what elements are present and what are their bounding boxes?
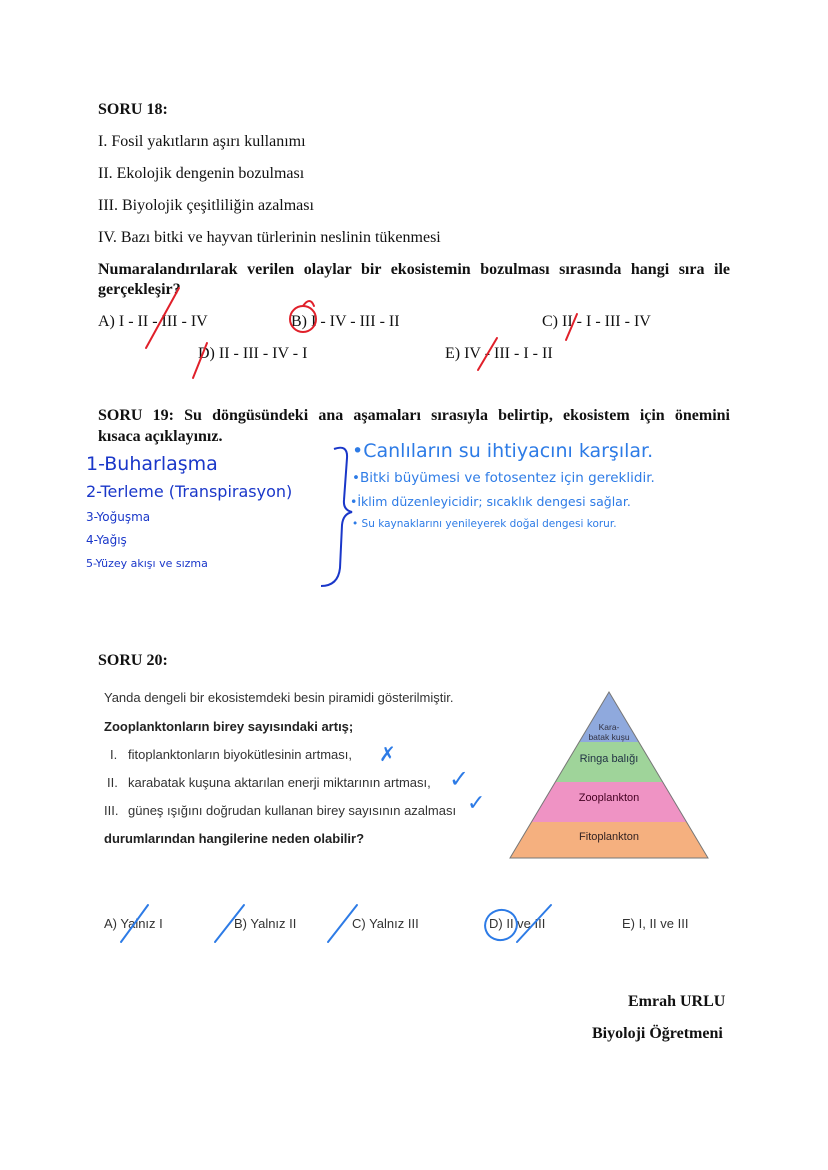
- q19-answer-point-2: •Bitki büyümesi ve fotosentez için gereklidir.: [352, 470, 655, 486]
- q18-option-e[interactable]: E) IV - III - I - II: [445, 345, 553, 362]
- q19-answer-step-4: 4-Yağış: [86, 533, 127, 547]
- pyramid-level-fitoplankton: Fitoplankton: [579, 831, 639, 843]
- q18-item-1: I. Fosil yakıtların aşırı kullanımı: [98, 133, 306, 150]
- q20-item-1-text: fitoplanktonların biyokütlesinin artması,: [128, 747, 353, 762]
- q18-item-2: II. Ekolojik dengenin bozulması: [98, 165, 305, 182]
- check-mark-icon: ✓: [449, 765, 470, 793]
- q19-answer-step-5: 5-Yüzey akışı ve sızma: [86, 557, 208, 570]
- q18-title: SORU 18:: [98, 101, 168, 118]
- q18-option-b[interactable]: B) I - IV - III - II: [291, 313, 400, 330]
- q20-question: durumlarından hangilerine neden olabilir?: [104, 831, 365, 846]
- q19-title-line2: kısaca açıklayınız.: [98, 428, 223, 445]
- cross-mark-icon: ✗: [379, 742, 396, 766]
- q18-question-line2: gerçekleşir?: [98, 281, 181, 298]
- q19-title-line1: SORU 19: Su döngüsündeki ana aşamaları sırasıyla belirtip, ekosistem için önemini: [98, 407, 730, 424]
- q19-answer-step-3: 3-Yoğuşma: [86, 510, 151, 524]
- pyramid-level-top-line1: Kara-: [598, 722, 620, 732]
- q19-answer-point-4: • Su kaynaklarını yenileyerek doğal dengesi korur.: [352, 518, 617, 530]
- q18-option-a[interactable]: A) I - II - III - IV: [98, 313, 208, 330]
- q18-item-4: IV. Bazı bitki ve hayvan türlerinin neslinin tükenmesi: [98, 229, 441, 246]
- q20-item-2-text: karabatak kuşuna aktarılan enerji miktarının artması,: [128, 775, 431, 790]
- q20-item-1-num: I.: [110, 747, 118, 762]
- check-mark-icon: ✓: [467, 791, 486, 816]
- q18-option-c[interactable]: C) II - I - III - IV: [542, 313, 651, 330]
- teacher-name: Emrah URLU: [628, 993, 726, 1010]
- q20-lead: Zooplanktonların birey sayısındaki artış;: [104, 719, 354, 734]
- q20-item-3-text: güneş ışığını doğrudan kullanan birey sayısının azalması: [128, 803, 457, 818]
- food-pyramid: [508, 690, 710, 860]
- q20-item-3-num: III.: [104, 803, 119, 818]
- pyramid-level-zooplankton: Zooplankton: [578, 792, 640, 804]
- q18-option-d[interactable]: D) II - III - IV - I: [198, 345, 308, 362]
- q20-option-d[interactable]: D) II ve III: [489, 916, 546, 931]
- q20-option-c[interactable]: C) Yalnız III: [352, 916, 419, 931]
- q20-option-b[interactable]: B) Yalnız II: [234, 916, 297, 931]
- q20-item-2-num: II.: [107, 775, 118, 790]
- q19-answer-step-1: 1-Buharlaşma: [86, 453, 218, 475]
- q20-option-a[interactable]: A) Yalnız I: [104, 916, 163, 931]
- pyramid-level-ringa: Ringa balığı: [579, 753, 639, 765]
- pyramid-level-top-line2: batak kuşu: [588, 732, 630, 742]
- q20-option-e[interactable]: E) I, II ve III: [622, 916, 689, 931]
- teacher-role: Biyoloji Öğretmeni: [592, 1025, 723, 1042]
- q19-answer-point-1: •Canlıların su ihtiyacını karşılar.: [352, 440, 654, 462]
- q19-answer-point-3: •İklim düzenleyicidir; sıcaklık dengesi sağlar.: [350, 494, 631, 509]
- q19-answer-step-2: 2-Terleme (Transpirasyon): [86, 482, 293, 501]
- q18-item-3: III. Biyolojik çeşitliliğin azalması: [98, 197, 314, 214]
- q18-question-line1: Numaralandırılarak verilen olaylar bir ekosistemin bozulması sırasında hangi sıra ile: [98, 261, 730, 278]
- q20-intro: Yanda dengeli bir ekosistemdeki besin piramidi gösterilmiştir.: [104, 690, 454, 705]
- q20-title: SORU 20:: [98, 652, 168, 669]
